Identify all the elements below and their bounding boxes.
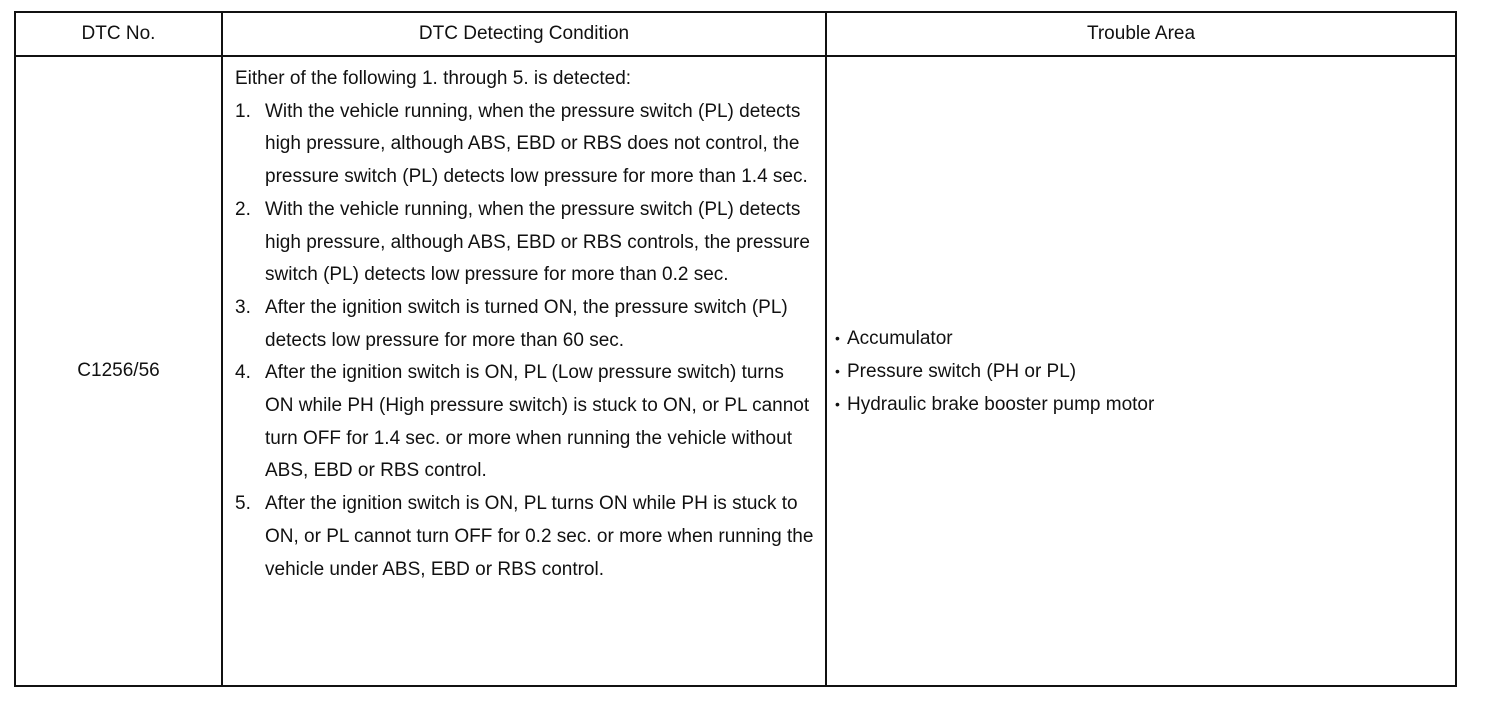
- header-trouble-area: Trouble Area: [826, 12, 1456, 56]
- condition-number: 2.: [235, 198, 251, 220]
- condition-intro: Either of the following 1. through 5. is detected:: [235, 68, 632, 89]
- condition-text: After the ignition switch is turned ON, the pressure switch (PL) detects low pressure for more than 60 sec.: [265, 296, 788, 351]
- condition-item: [235, 488, 815, 586]
- condition-item: [235, 96, 815, 194]
- trouble-area-item: [835, 322, 1455, 355]
- dtc-number: C1256/56: [15, 56, 222, 686]
- trouble-area-text: Hydraulic brake booster pump motor: [847, 393, 1155, 415]
- header-dtc-no: DTC No.: [15, 12, 222, 56]
- condition-number: 4.: [235, 362, 251, 384]
- header-condition: DTC Detecting Condition: [222, 12, 826, 56]
- dtc-table: [14, 11, 1457, 687]
- bullet-icon: •: [835, 395, 840, 412]
- condition-item: [235, 292, 815, 357]
- condition-text: After the ignition switch is ON, PL turns ON while PH is stuck to ON, or PL cannot turn OFF for 0.2 sec. or more when running the vehicle under ABS, EBD or RBS control.: [265, 493, 814, 580]
- trouble-area-text: Accumulator: [847, 327, 953, 349]
- condition-text: With the vehicle running, when the pressure switch (PL) detects high pressure, although ABS, EBD or RBS controls, the pressure switch (PL) detects low pressure for more than 0.2 sec.: [265, 198, 810, 286]
- table-row: [15, 56, 1456, 686]
- condition-item: [235, 357, 815, 488]
- trouble-area-item: [835, 388, 1455, 421]
- trouble-area-item: [835, 355, 1455, 388]
- condition-number: 1.: [235, 100, 251, 122]
- bullet-icon: •: [835, 329, 840, 346]
- bullet-icon: •: [835, 362, 840, 379]
- condition-number: 3.: [235, 296, 251, 318]
- condition-cell: [222, 56, 826, 686]
- header-row: [15, 12, 1456, 56]
- condition-text: After the ignition switch is ON, PL (Low pressure switch) turns ON while PH (High pressure switch) is stuck to ON, or PL cannot turn OFF for 1.4 sec. or more when running the vehicle without ABS, EBD or RBS control.: [265, 362, 810, 482]
- condition-number: 5.: [235, 493, 251, 515]
- trouble-area-list: [835, 322, 1455, 421]
- condition-item: [235, 194, 815, 292]
- trouble-area-text: Pressure switch (PH or PL): [847, 360, 1077, 382]
- trouble-area-cell: [826, 56, 1456, 686]
- condition-list: [235, 96, 815, 587]
- condition-text: With the vehicle running, when the pressure switch (PL) detects high pressure, although ABS, EBD or RBS does not control, the pressure switch (PL) detects low pressure for more than 1.4 sec.: [265, 100, 808, 188]
